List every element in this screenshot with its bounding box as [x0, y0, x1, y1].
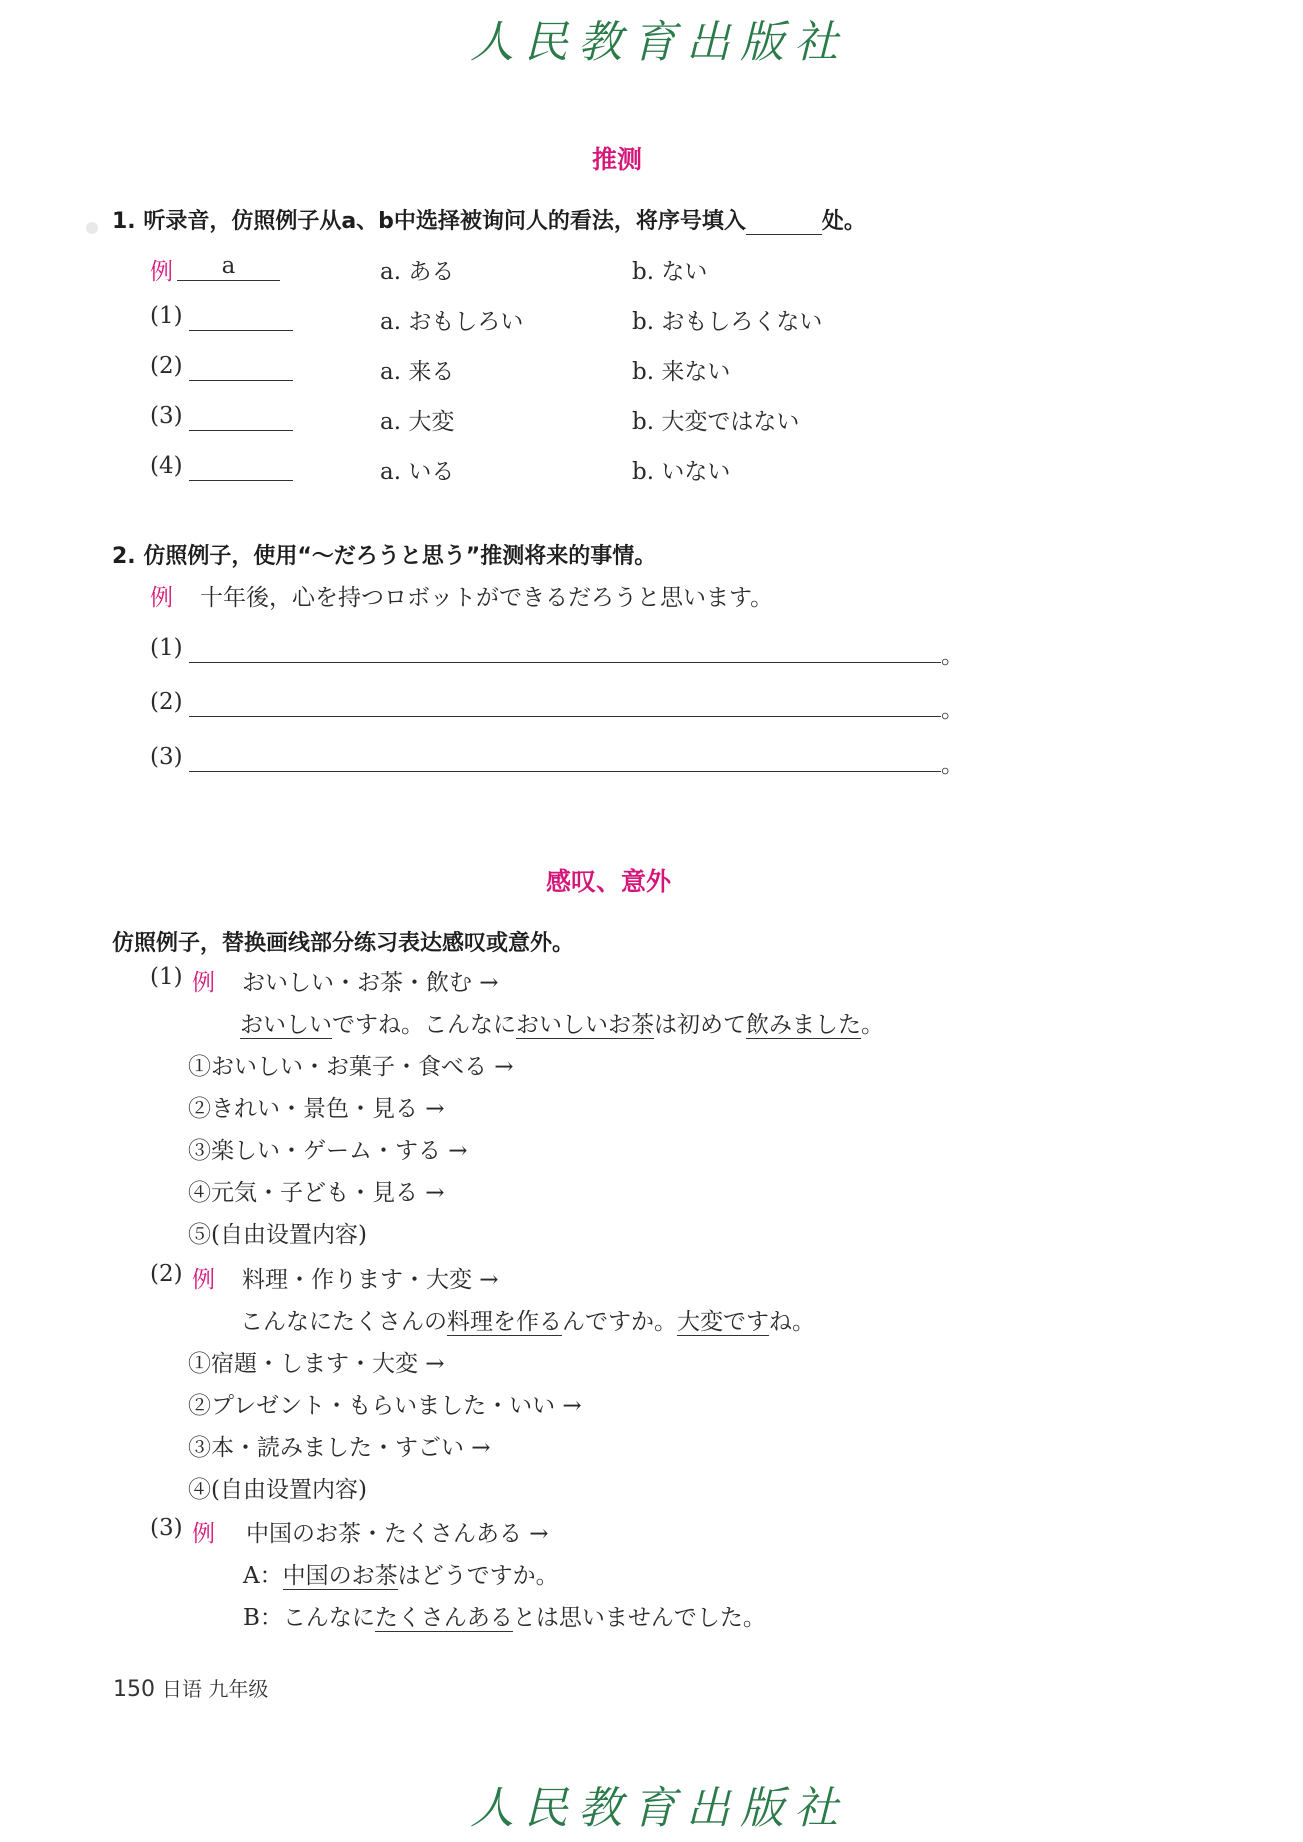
row-label: (3) [150, 403, 183, 429]
exercise-item: ④(自由设置内容) [188, 1477, 367, 1503]
answer-blank: a [177, 253, 280, 281]
exercise-item: ①宿題・します・大変 → [188, 1351, 445, 1377]
exercise-item: ③楽しい・ゲーム・する → [188, 1138, 468, 1164]
publisher-logo-bottom: 人民教育出版社 [470, 1783, 848, 1834]
option-a: a. 来る [380, 359, 455, 385]
option-b: b. いない [632, 459, 731, 485]
page-footer [113, 1673, 268, 1702]
answer-line[interactable] [189, 744, 941, 772]
answer-line[interactable] [189, 689, 941, 717]
question-1-text: 1. 听录音，仿照例子从a、b中选择被询问人的看法，将序号填入 [112, 209, 746, 234]
underlined-part: おいしいお茶 [516, 1012, 654, 1038]
example-label: 例 [192, 1267, 215, 1293]
underlined-part: おいしい [240, 1012, 332, 1038]
line-label: (3) [150, 744, 183, 770]
page-number: 150 [113, 1677, 155, 1702]
question-1 [112, 204, 866, 235]
option-a: a. おもしろい [380, 309, 524, 335]
plain-part: とは思いませんでした。 [512, 1605, 766, 1631]
exercise-item: ⑤(自由设置内容) [188, 1222, 367, 1248]
answer-blank[interactable] [189, 303, 293, 331]
exercise-item: ③本・読みました・すごい → [188, 1435, 491, 1461]
line-label: (2) [150, 689, 183, 715]
section-title-exclaim: 感叹、意外 [546, 867, 672, 896]
plain-part: こんなに [282, 1605, 375, 1631]
answer-blank[interactable] [189, 403, 293, 431]
plain-part: は初めて [654, 1012, 746, 1038]
section-title-guess: 推测 [592, 145, 643, 174]
plain-part: ですね。こんなに [332, 1012, 516, 1038]
question-2: 2. 仿照例子，使用“～だろうと思う”推测将来的事情。 [112, 544, 657, 569]
example-label: 例 [150, 585, 173, 611]
option-b: b. 大変ではない [632, 409, 800, 435]
line-end: 。 [941, 643, 964, 669]
underlined-part: 飲みました [746, 1012, 861, 1038]
example-prompt: おいしい・お茶・飲む → [242, 970, 499, 996]
option-b: b. 来ない [632, 359, 731, 385]
underlined-part: 中国のお茶 [282, 1563, 398, 1589]
line-end: 。 [941, 752, 964, 778]
option-a: a. 大変 [380, 409, 455, 435]
exercise-item: ①おいしい・お菓子・食べる → [188, 1054, 514, 1080]
line-end: 。 [941, 697, 964, 723]
exercise-item: ②プレゼント・もらいました・いい → [188, 1393, 582, 1419]
dialogue-a [243, 1557, 559, 1590]
question-1-blank [746, 209, 822, 235]
option-b: b. ない [632, 259, 708, 285]
example-answer [240, 1006, 884, 1039]
plain-part: ね。 [769, 1309, 815, 1335]
option-b: b. おもしろくない [632, 309, 823, 335]
row-label: (1) [150, 303, 183, 329]
option-a: a. ある [380, 259, 455, 285]
margin-dot [86, 222, 98, 234]
answer-blank[interactable] [189, 453, 293, 481]
underlined-part: 大変です [677, 1309, 769, 1335]
row-label: (2) [150, 353, 183, 379]
example-sentence: 十年後，心を持つロボットができるだろうと思います。 [200, 585, 774, 611]
underlined-part: 料理を作る [447, 1309, 562, 1335]
plain-part: んですか。 [562, 1309, 677, 1335]
group-num: (2) [150, 1261, 183, 1287]
group-num: (3) [150, 1515, 183, 1541]
answer-blank[interactable] [189, 353, 293, 381]
line-label: (1) [150, 635, 183, 661]
example-label: 例 [192, 1521, 215, 1547]
speaker-label: B： [243, 1605, 283, 1631]
example-prompt: 料理・作ります・大変 → [242, 1267, 499, 1293]
row-label: (4) [150, 453, 183, 479]
example-prompt: 中国のお茶・たくさんある → [246, 1521, 549, 1547]
plain-part: はどうですか。 [397, 1563, 559, 1589]
exercise-item: ④元気・子ども・見る → [188, 1180, 445, 1206]
speaker-label: A： [243, 1563, 283, 1589]
dialogue-b [243, 1599, 766, 1632]
instruction: 仿照例子，替换画线部分练习表达感叹或意外。 [112, 931, 575, 956]
plain-part: 。 [861, 1012, 884, 1038]
exercise-item: ②きれい・景色・見る → [188, 1096, 445, 1122]
option-a: a. いる [380, 459, 455, 485]
question-1-suffix: 处。 [821, 209, 866, 234]
underlined-part: たくさんある [374, 1605, 513, 1631]
answer-line[interactable] [189, 635, 941, 663]
example-label: 例 [192, 970, 215, 996]
row-label: 例 [150, 259, 173, 285]
example-answer [240, 1303, 815, 1336]
book-title: 日语 九年级 [162, 1677, 269, 1701]
plain-part: こんなにたくさんの [240, 1309, 447, 1335]
group-num: (1) [150, 964, 183, 990]
publisher-logo-top: 人民教育出版社 [470, 17, 848, 68]
